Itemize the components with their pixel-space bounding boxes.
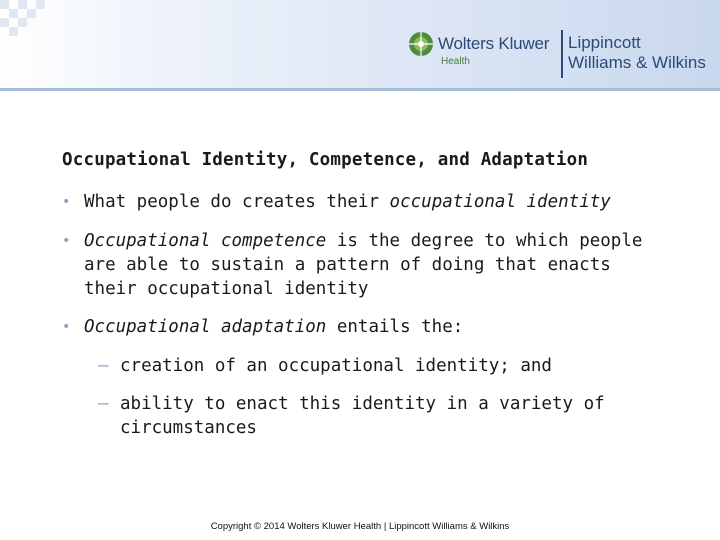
lww-line2: Williams & Wilkins: [568, 53, 706, 72]
copyright-footer: Copyright © 2014 Wolters Kluwer Health | Lippincott Williams & Wilkins: [210, 521, 510, 532]
wolters-kluwer-wordmark: Wolters Kluwer: [438, 34, 550, 53]
sub-bullet-text: creation of an occupational identity; and: [120, 356, 552, 376]
logo-divider: [561, 30, 563, 78]
sub-bullet-text: ability to enact this identity in a variety of circumstances: [120, 394, 605, 438]
bullet-text: What people do creates their occupational identity: [84, 192, 611, 212]
health-label: Health: [441, 56, 470, 67]
corner-pattern: [0, 0, 60, 40]
bullet-dot-icon: •: [62, 194, 71, 210]
header-rule: [0, 88, 720, 91]
dash-icon: –: [98, 394, 109, 414]
header-band: [0, 0, 720, 90]
dash-icon: –: [98, 356, 109, 376]
publisher-logo: [406, 28, 716, 80]
wolters-kluwer-globe-icon: [408, 31, 434, 57]
slide-title: Occupational Identity, Competence, and Adaptation: [62, 150, 589, 170]
lww-line1: Lippincott: [568, 33, 641, 52]
bullet-dot-icon: •: [62, 319, 71, 335]
lww-wordmark: [568, 33, 706, 73]
bullet-dot-icon: •: [62, 233, 71, 249]
bullet-text: Occupational competence is the degree to which people are able to sustain a pattern of doing that enacts their occupational identity: [84, 231, 643, 299]
bullet-text: Occupational adaptation entails the:: [84, 317, 464, 337]
